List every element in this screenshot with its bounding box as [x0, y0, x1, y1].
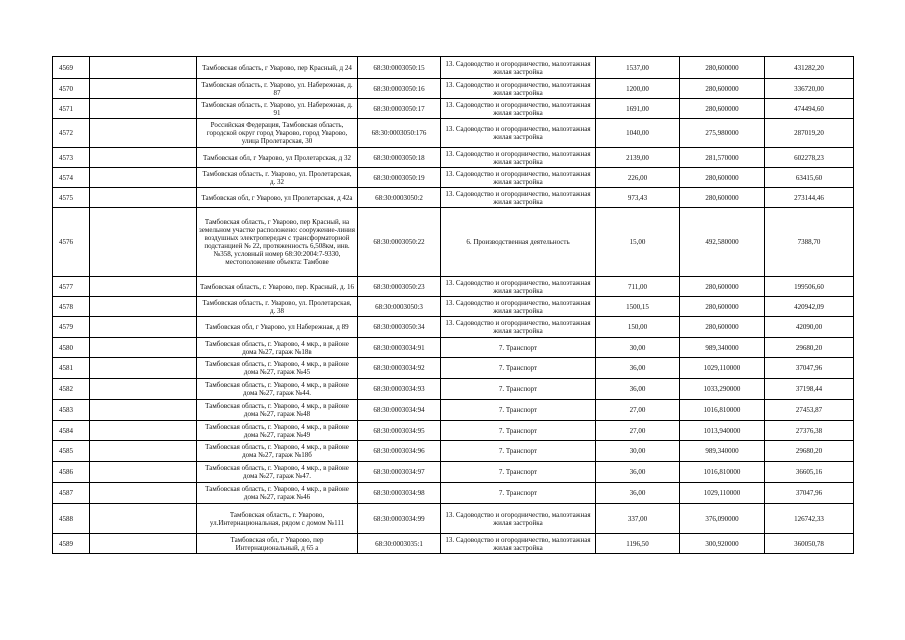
address-cell: Тамбовская область, г. Уварово, ул.Интернациональная, рядом с домом №111	[197, 504, 358, 534]
area-cell: 2139,00	[596, 148, 680, 168]
row-number: 4580	[53, 338, 90, 358]
table-row	[53, 277, 854, 297]
cadastral-number-cell: 68:30:0003034:91	[358, 338, 441, 358]
land-use-cell: 13. Садоводство и огородничество, малоэтажная жилая застройка	[441, 168, 596, 188]
address-cell: Тамбовская область, г. Уварово, пер. Красный, д. 16	[197, 277, 358, 297]
cadastral-value-cell: 199506,60	[765, 277, 854, 297]
table-row	[53, 483, 854, 504]
row-number: 4575	[53, 188, 90, 208]
cadastral-number-cell: 68:30:0003034:96	[358, 441, 441, 462]
specific-value-cell: 280,600000	[680, 297, 765, 317]
specific-value-cell: 280,600000	[680, 317, 765, 338]
row-number: 4579	[53, 317, 90, 338]
table-row	[53, 379, 854, 400]
address-cell: Тамбовская область, г Уварово, пер Красный, на земельном участке расположено: сооружение-линия воздушных электропередач с трансформаторной подстанцией № 22, протяженность 6,508км, инв.№358, условный номер 68:30:2004:7-9330, местоположение объекта: Тамбове	[197, 208, 358, 277]
land-use-cell: 6. Производственная деятельность	[441, 208, 596, 277]
address-cell: Тамбовская область, г. Уварово, 4 мкр., в районе дома №27, гараж №44.	[197, 379, 358, 400]
specific-value-cell: 1013,940000	[680, 421, 765, 441]
table-row	[53, 297, 854, 317]
address-cell: Тамбовская область, г. Уварово, 4 мкр., в районе дома №27, гараж №18б	[197, 441, 358, 462]
row-number: 4573	[53, 148, 90, 168]
area-cell: 1196,50	[596, 534, 680, 554]
cadastral-number-cell: 68:30:0003034:93	[358, 379, 441, 400]
cadastral-value-cell: 29680,20	[765, 441, 854, 462]
cadastral-value-cell: 126742,33	[765, 504, 854, 534]
cadastral-number-cell: 68:30:0003050:17	[358, 99, 441, 119]
area-cell: 973,43	[596, 188, 680, 208]
cadastral-value-cell: 27376,38	[765, 421, 854, 441]
specific-value-cell: 989,340000	[680, 338, 765, 358]
address-cell: Тамбовская область, г. Уварово, ул. Пролетарская, д. 32	[197, 168, 358, 188]
cadastral-value-cell: 602278,23	[765, 148, 854, 168]
land-use-cell: 13. Садоводство и огородничество, малоэтажная жилая застройка	[441, 317, 596, 338]
table-row	[53, 168, 854, 188]
address-cell: Тамбовская область, г. Уварово, ул. Пролетарская, д. 38	[197, 297, 358, 317]
row-number: 4577	[53, 277, 90, 297]
land-register-table	[52, 56, 854, 554]
table-row	[53, 358, 854, 379]
row-number: 4570	[53, 79, 90, 99]
specific-value-cell: 280,600000	[680, 188, 765, 208]
address-cell: Тамбовская область, г. Уварово, 4 мкр., в районе дома №27, гараж №48	[197, 400, 358, 421]
table-row	[53, 119, 854, 148]
blank-cell	[90, 421, 197, 441]
specific-value-cell: 376,090000	[680, 504, 765, 534]
address-cell: Тамбовская область, г. Уварово, 4 мкр., в районе дома №27, гараж №18в	[197, 338, 358, 358]
cadastral-value-cell: 273144,46	[765, 188, 854, 208]
table-row	[53, 441, 854, 462]
blank-cell	[90, 208, 197, 277]
land-use-cell: 13. Садоводство и огородничество, малоэтажная жилая застройка	[441, 504, 596, 534]
area-cell: 1040,00	[596, 119, 680, 148]
area-cell: 711,00	[596, 277, 680, 297]
land-use-cell: 7. Транспорт	[441, 379, 596, 400]
row-number: 4585	[53, 441, 90, 462]
table-body	[53, 57, 854, 554]
row-number: 4588	[53, 504, 90, 534]
row-number: 4581	[53, 358, 90, 379]
cadastral-number-cell: 68:30:0003050:15	[358, 57, 441, 79]
cadastral-value-cell: 431282,20	[765, 57, 854, 79]
specific-value-cell: 280,600000	[680, 99, 765, 119]
cadastral-number-cell: 68:30:0003034:92	[358, 358, 441, 379]
row-number: 4578	[53, 297, 90, 317]
land-use-cell: 7. Транспорт	[441, 441, 596, 462]
address-cell: Тамбовская обл, г Уварово, ул Набережная, д 89	[197, 317, 358, 338]
row-number: 4574	[53, 168, 90, 188]
area-cell: 150,00	[596, 317, 680, 338]
cadastral-number-cell: 68:30:0003034:97	[358, 462, 441, 483]
cadastral-value-cell: 42090,00	[765, 317, 854, 338]
address-cell: Тамбовская область, г. Уварово, 4 мкр., в районе дома №27, гараж №47.	[197, 462, 358, 483]
cadastral-number-cell: 68:30:0003050:19	[358, 168, 441, 188]
specific-value-cell: 300,920000	[680, 534, 765, 554]
blank-cell	[90, 297, 197, 317]
address-cell: Тамбовская обл, г Уварово, ул Пролетарская, д 42а	[197, 188, 358, 208]
blank-cell	[90, 79, 197, 99]
area-cell: 337,00	[596, 504, 680, 534]
cadastral-number-cell: 68:30:0003050:34	[358, 317, 441, 338]
cadastral-value-cell: 27453,87	[765, 400, 854, 421]
table-row	[53, 188, 854, 208]
row-number: 4582	[53, 379, 90, 400]
blank-cell	[90, 317, 197, 338]
address-cell: Тамбовская обл, г Уварово, пер Интернациональный, д 65 а	[197, 534, 358, 554]
address-cell: Тамбовская область, г. Уварово, 4 мкр., в районе дома №27, гараж №45	[197, 358, 358, 379]
address-cell: Тамбовская область, г. Уварово, ул. Набережная, д. 91	[197, 99, 358, 119]
specific-value-cell: 280,600000	[680, 277, 765, 297]
cadastral-number-cell: 68:30:0003050:16	[358, 79, 441, 99]
land-use-cell: 13. Садоводство и огородничество, малоэтажная жилая застройка	[441, 79, 596, 99]
land-use-cell: 13. Садоводство и огородничество, малоэтажная жилая застройка	[441, 119, 596, 148]
specific-value-cell: 280,600000	[680, 79, 765, 99]
row-number: 4571	[53, 99, 90, 119]
table-row	[53, 57, 854, 79]
cadastral-value-cell: 336720,00	[765, 79, 854, 99]
table-row	[53, 208, 854, 277]
address-cell: Тамбовская обл, г Уварово, ул Пролетарская, д 32	[197, 148, 358, 168]
cadastral-value-cell: 287019,20	[765, 119, 854, 148]
table-row	[53, 99, 854, 119]
cadastral-value-cell: 420942,09	[765, 297, 854, 317]
area-cell: 1500,15	[596, 297, 680, 317]
blank-cell	[90, 504, 197, 534]
blank-cell	[90, 119, 197, 148]
specific-value-cell: 280,600000	[680, 57, 765, 79]
table-row	[53, 338, 854, 358]
address-cell: Российская Федерация, Тамбовская область, городской округ город Уварово, город Уварово, улица Пролетарская, 30	[197, 119, 358, 148]
cadastral-value-cell: 36605,16	[765, 462, 854, 483]
cadastral-number-cell: 68:30:0003050:23	[358, 277, 441, 297]
land-use-cell: 7. Транспорт	[441, 400, 596, 421]
land-use-cell: 13. Садоводство и огородничество, малоэтажная жилая застройка	[441, 297, 596, 317]
specific-value-cell: 1016,810000	[680, 462, 765, 483]
blank-cell	[90, 483, 197, 504]
land-use-cell: 7. Транспорт	[441, 358, 596, 379]
area-cell: 36,00	[596, 462, 680, 483]
row-number: 4572	[53, 119, 90, 148]
specific-value-cell: 492,580000	[680, 208, 765, 277]
address-cell: Тамбовская область, г Уварово, пер Красный, д 24	[197, 57, 358, 79]
blank-cell	[90, 188, 197, 208]
specific-value-cell: 281,570000	[680, 148, 765, 168]
specific-value-cell: 1029,110000	[680, 358, 765, 379]
cadastral-number-cell: 68:30:0003050:3	[358, 297, 441, 317]
specific-value-cell: 280,600000	[680, 168, 765, 188]
specific-value-cell: 989,340000	[680, 441, 765, 462]
cadastral-number-cell: 68:30:0003035:1	[358, 534, 441, 554]
table-row	[53, 148, 854, 168]
row-number: 4584	[53, 421, 90, 441]
cadastral-value-cell: 63415,60	[765, 168, 854, 188]
specific-value-cell: 1033,290000	[680, 379, 765, 400]
area-cell: 36,00	[596, 358, 680, 379]
area-cell: 1200,00	[596, 79, 680, 99]
cadastral-value-cell: 37047,96	[765, 358, 854, 379]
area-cell: 30,00	[596, 338, 680, 358]
address-cell: Тамбовская область, г. Уварово, ул. Набережная, д. 87	[197, 79, 358, 99]
area-cell: 15,00	[596, 208, 680, 277]
blank-cell	[90, 338, 197, 358]
blank-cell	[90, 379, 197, 400]
row-number: 4569	[53, 57, 90, 79]
area-cell: 226,00	[596, 168, 680, 188]
cadastral-number-cell: 68:30:0003034:94	[358, 400, 441, 421]
land-use-cell: 13. Садоводство и огородничество, малоэтажная жилая застройка	[441, 99, 596, 119]
table-row	[53, 534, 854, 554]
blank-cell	[90, 358, 197, 379]
address-cell: Тамбовская область, г. Уварово, 4 мкр., в районе дома №27, гараж №49	[197, 421, 358, 441]
cadastral-number-cell: 68:30:0003034:99	[358, 504, 441, 534]
cadastral-value-cell: 474494,60	[765, 99, 854, 119]
cadastral-number-cell: 68:30:0003034:95	[358, 421, 441, 441]
blank-cell	[90, 57, 197, 79]
land-use-cell: 7. Транспорт	[441, 338, 596, 358]
cadastral-value-cell: 29680,20	[765, 338, 854, 358]
cadastral-value-cell: 37047,96	[765, 483, 854, 504]
specific-value-cell: 275,980000	[680, 119, 765, 148]
area-cell: 27,00	[596, 421, 680, 441]
cadastral-number-cell: 68:30:0003050:18	[358, 148, 441, 168]
table-row	[53, 79, 854, 99]
land-use-cell: 7. Транспорт	[441, 462, 596, 483]
specific-value-cell: 1029,110000	[680, 483, 765, 504]
table-row	[53, 317, 854, 338]
table-row	[53, 504, 854, 534]
land-use-cell: 7. Транспорт	[441, 483, 596, 504]
cadastral-number-cell: 68:30:0003034:98	[358, 483, 441, 504]
row-number: 4589	[53, 534, 90, 554]
blank-cell	[90, 168, 197, 188]
land-use-cell: 13. Садоводство и огородничество, малоэтажная жилая застройка	[441, 57, 596, 79]
address-cell: Тамбовская область, г. Уварово, 4 мкр., в районе дома №27, гараж №46	[197, 483, 358, 504]
land-use-cell: 13. Садоводство и огородничество, малоэтажная жилая застройка	[441, 148, 596, 168]
table-row	[53, 400, 854, 421]
cadastral-value-cell: 7388,70	[765, 208, 854, 277]
table-row	[53, 462, 854, 483]
area-cell: 1691,00	[596, 99, 680, 119]
blank-cell	[90, 534, 197, 554]
area-cell: 1537,00	[596, 57, 680, 79]
blank-cell	[90, 441, 197, 462]
cadastral-number-cell: 68:30:0003050:22	[358, 208, 441, 277]
row-number: 4587	[53, 483, 90, 504]
blank-cell	[90, 462, 197, 483]
land-use-cell: 13. Садоводство и огородничество, малоэтажная жилая застройка	[441, 188, 596, 208]
land-use-cell: 7. Транспорт	[441, 421, 596, 441]
row-number: 4583	[53, 400, 90, 421]
area-cell: 36,00	[596, 379, 680, 400]
blank-cell	[90, 99, 197, 119]
cadastral-value-cell: 37198,44	[765, 379, 854, 400]
table-row	[53, 421, 854, 441]
cadastral-number-cell: 68:30:0003050:2	[358, 188, 441, 208]
row-number: 4586	[53, 462, 90, 483]
cadastral-value-cell: 360050,78	[765, 534, 854, 554]
cadastral-number-cell: 68:30:0003050:176	[358, 119, 441, 148]
area-cell: 36,00	[596, 483, 680, 504]
land-use-cell: 13. Садоводство и огородничество, малоэтажная жилая застройка	[441, 277, 596, 297]
area-cell: 27,00	[596, 400, 680, 421]
land-use-cell: 13. Садоводство и огородничество, малоэтажная жилая застройка	[441, 534, 596, 554]
specific-value-cell: 1016,810000	[680, 400, 765, 421]
blank-cell	[90, 277, 197, 297]
row-number: 4576	[53, 208, 90, 277]
area-cell: 30,00	[596, 441, 680, 462]
blank-cell	[90, 400, 197, 421]
blank-cell	[90, 148, 197, 168]
